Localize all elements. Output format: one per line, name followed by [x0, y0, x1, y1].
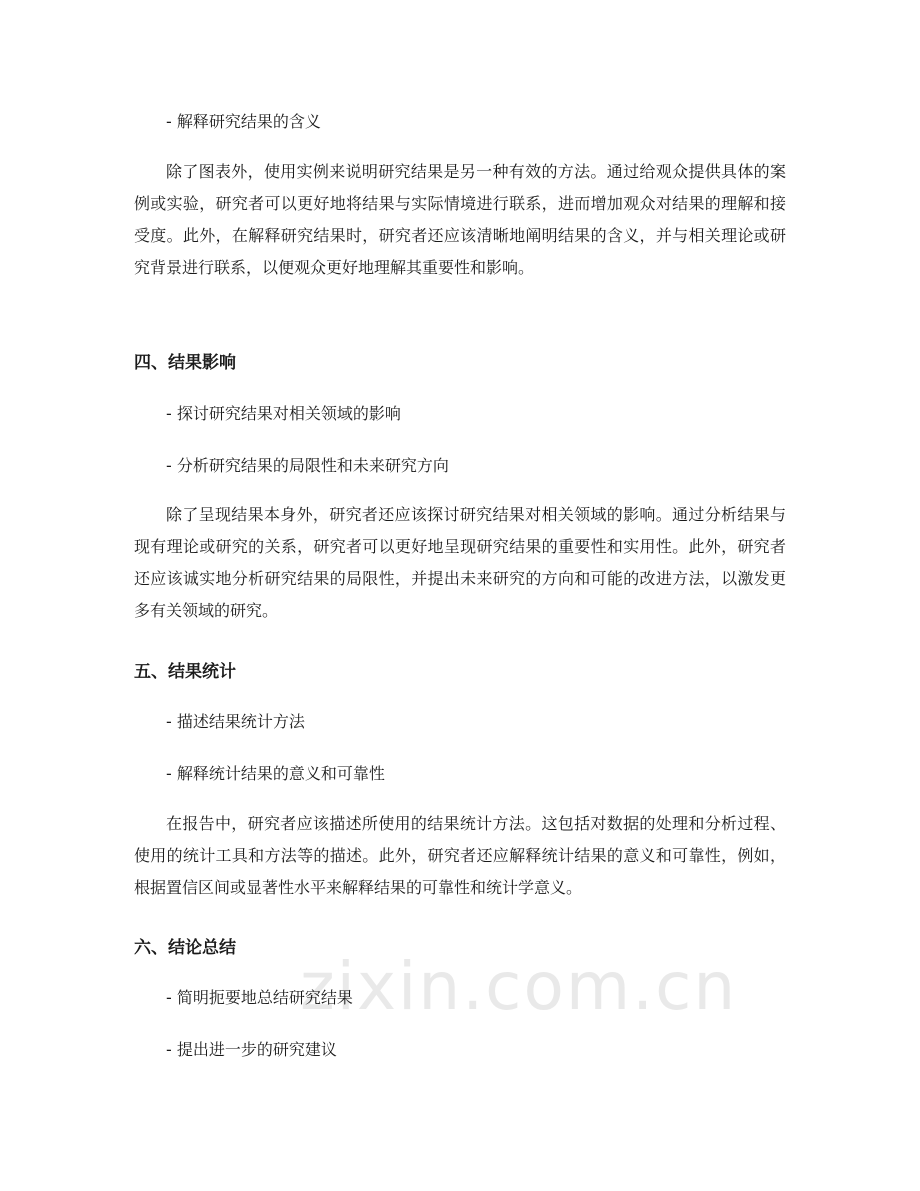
bullet-impact-fields: - 探讨研究结果对相关领域的影响	[166, 404, 401, 423]
watermark: zixin.com.cn	[300, 948, 738, 1025]
paragraph-impact: 除了呈现结果本身外，研究者还应该探讨研究结果对相关领域的影响。通过分析结果与现有理论或研究的关系，研究者可以更好地呈现研究结果的重要性和实用性。此外，研究者还应该诚实地分析研究结果的局限性，并提出未来研究的方向和可能的改进方法，以激发更多有关领域的研究。	[134, 505, 786, 620]
paragraph-examples: 除了图表外，使用实例来说明研究结果是另一种有效的方法。通过给观众提供具体的案例或实验，研究者可以更好地将结果与实际情境进行联系，进而增加观众对结果的理解和接受度。此外，在解释研究结果时，研究者还应该清晰地阐明结果的含义，并与相关理论或研究背景进行联系，以便观众更好地理解其重要性和影响。	[134, 162, 786, 277]
bullet-summary: - 简明扼要地总结研究结果	[166, 988, 353, 1007]
heading-section-6: 六、结论总结	[134, 938, 236, 958]
bullet-further-research: - 提出进一步的研究建议	[166, 1040, 337, 1059]
bullet-interpret-meaning: - 解释研究结果的含义	[166, 112, 321, 131]
heading-section-4: 四、结果影响	[134, 353, 236, 373]
bullet-stat-methods: - 描述结果统计方法	[166, 712, 305, 731]
paragraph-statistics: 在报告中，研究者应该描述所使用的结果统计方法。这包括对数据的处理和分析过程、使用的统计工具和方法等的描述。此外，研究者还应解释统计结果的意义和可靠性，例如，根据置信区间或显著性水平来解释结果的可靠性和统计学意义。	[134, 814, 786, 897]
bullet-limitations: - 分析研究结果的局限性和未来研究方向	[166, 456, 449, 475]
heading-section-5: 五、结果统计	[134, 662, 236, 682]
bullet-stat-reliability: - 解释统计结果的意义和可靠性	[166, 764, 385, 783]
